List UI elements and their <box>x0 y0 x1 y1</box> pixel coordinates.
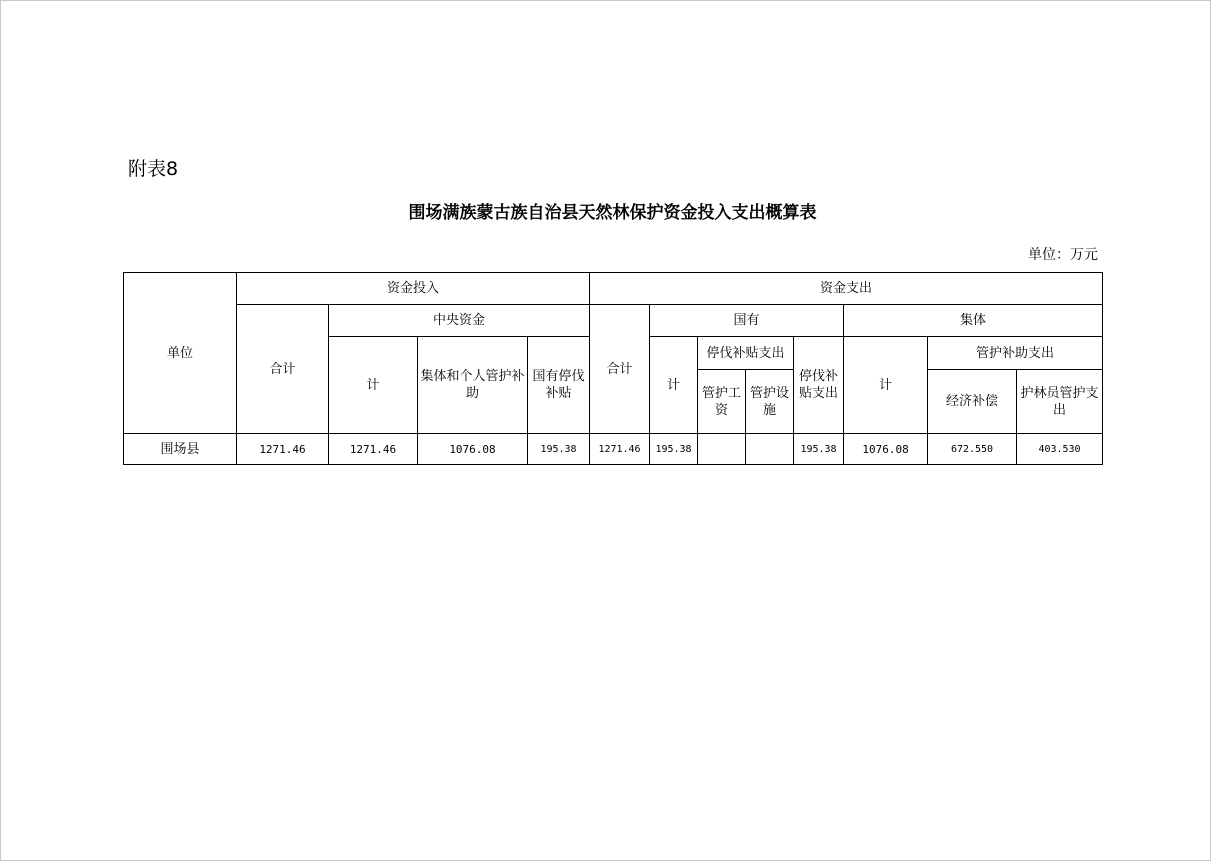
budget-table <box>123 272 1103 465</box>
cell-central-subtotal: 1271.46 <box>329 434 418 465</box>
header-collective-ranger-expense: 护林员管护支出 <box>1017 370 1103 434</box>
cell-state-facilities <box>746 434 794 465</box>
header-central-subtotal: 计 <box>329 337 418 434</box>
header-unit: 单位 <box>124 273 237 434</box>
header-collective-protection-subsidy: 管护补助支出 <box>928 337 1103 370</box>
header-funds-in: 资金投入 <box>237 273 590 305</box>
unit-label: 单位：万元 <box>1028 247 1098 263</box>
appendix-label: 附表8 <box>128 158 179 180</box>
cell-central-state-logging-ban: 195.38 <box>528 434 590 465</box>
header-funds-out: 资金支出 <box>590 273 1103 305</box>
header-row-1 <box>124 273 1103 305</box>
cell-collective-subtotal: 1076.08 <box>844 434 928 465</box>
header-central-collective-individual: 集体和个人管护补助 <box>418 337 528 434</box>
header-state-logging-ban-expense: 停伐补贴支出 <box>698 337 794 370</box>
header-collective-compensation: 经济补偿 <box>928 370 1017 434</box>
cell-state-logging-ban-expense: 195.38 <box>794 434 844 465</box>
header-in-total: 合计 <box>237 305 329 434</box>
table-row <box>124 434 1103 465</box>
header-collective-subtotal: 计 <box>844 337 928 434</box>
header-state-owned: 国有 <box>650 305 844 337</box>
header-state-wages: 管护工资 <box>698 370 746 434</box>
cell-central-collective-individual: 1076.08 <box>418 434 528 465</box>
header-state-facilities: 管护设施 <box>746 370 794 434</box>
cell-state-subtotal: 195.38 <box>650 434 698 465</box>
cell-collective-ranger-expense: 403.530 <box>1017 434 1103 465</box>
header-central-funds: 中央资金 <box>329 305 590 337</box>
cell-collective-compensation: 672.550 <box>928 434 1017 465</box>
header-collective: 集体 <box>844 305 1103 337</box>
header-central-state-logging-ban: 国有停伐补贴 <box>528 337 590 434</box>
header-out-total: 合计 <box>590 305 650 434</box>
cell-state-wages <box>698 434 746 465</box>
header-state-subtotal: 计 <box>650 337 698 434</box>
cell-in-total: 1271.46 <box>237 434 329 465</box>
cell-out-total: 1271.46 <box>590 434 650 465</box>
document-title: 围场满族蒙古族自治县天然林保护资金投入支出概算表 <box>408 203 817 223</box>
header-state-logging-ban-expense-2: 停伐补贴支出 <box>794 337 844 434</box>
header-row-2 <box>124 305 1103 337</box>
cell-unit: 围场县 <box>124 434 237 465</box>
